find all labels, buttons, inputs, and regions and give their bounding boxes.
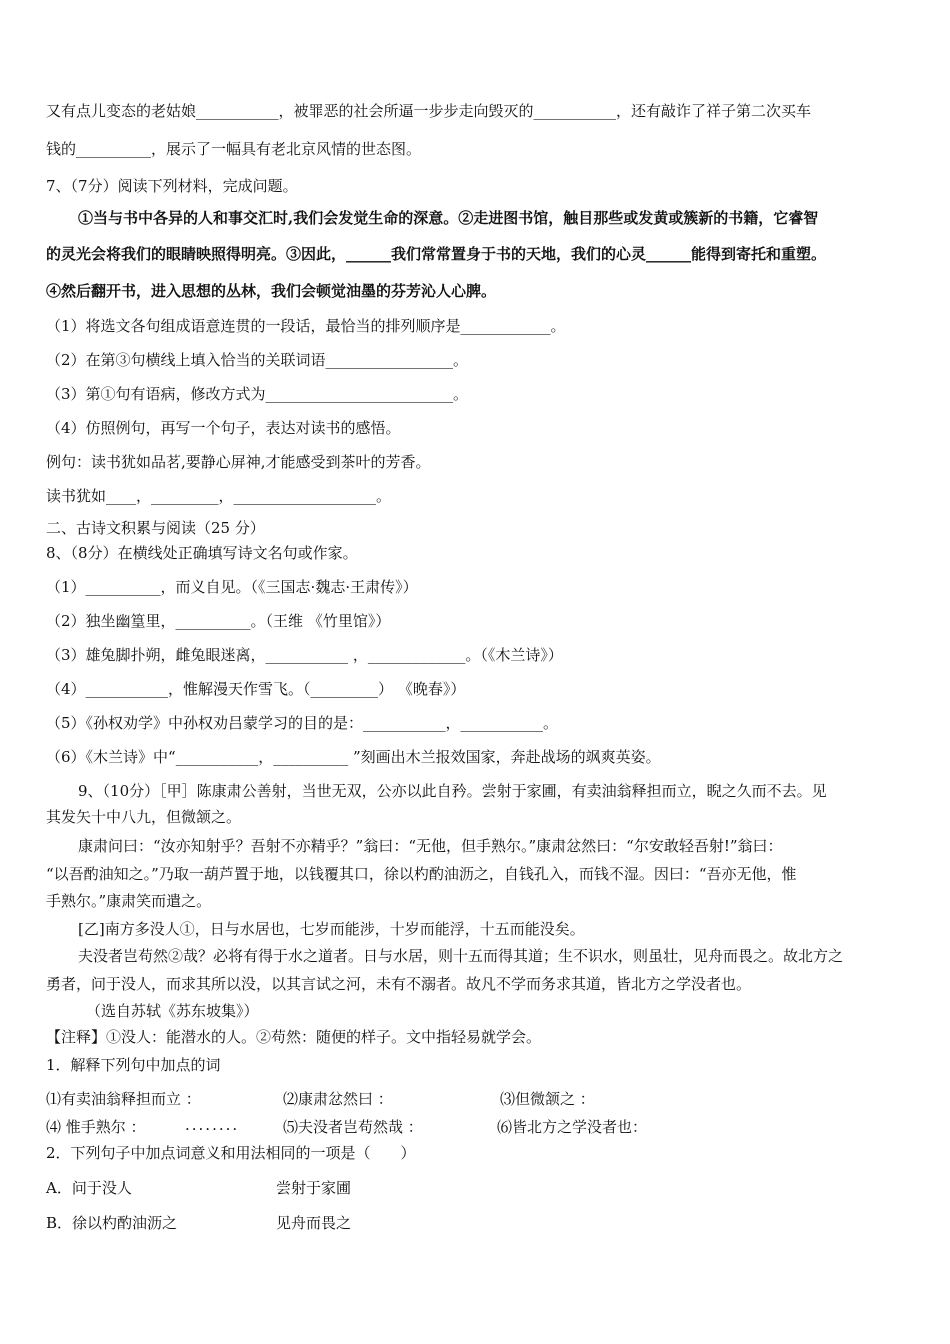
- sub-question-1: 1．解释下列句中加点的词: [46, 1056, 221, 1074]
- fill-item: （2）独坐幽篁里，__________。（王维 《竹里馆》）: [46, 612, 391, 630]
- option-b: B．徐以杓酌油沥之: [46, 1214, 178, 1232]
- passage-jia: 手熟尔。”康肃笑而遣之。: [46, 892, 212, 910]
- sub-question: （4）仿照例句，再写一个句子，表达对读书的感悟。: [46, 419, 401, 437]
- vocab-item: ⑵康肃忿然曰 ：: [283, 1090, 393, 1108]
- passage-line: ①当与书中各异的人和事交汇时,我们会发觉生命的深意。②走进图书馆，触目那些或发黄或簇新的书籍，它睿智: [78, 209, 819, 227]
- emphasis-dots: ........: [185, 1116, 240, 1134]
- sub-question-2: 2．下列句子中加点词意义和用法相同的一项是（ ）: [46, 1144, 416, 1162]
- fill-item: （1）__________，而义自见。（《三国志·魏志·王肃传》）: [46, 578, 418, 596]
- passage-yi: [乙]南方多没人①，日与水居也，七岁而能涉，十岁而能浮，十五而能没矣。: [78, 920, 585, 938]
- passage-jia: 康肃问曰：“汝亦知射乎？吾射不亦精乎？”翁曰：“无他，但手熟尔。”康肃忿然曰：“尔安敢轻吾射!”翁曰：: [78, 837, 783, 855]
- text-line: 又有点儿变态的老姑娘___________，被罪恶的社会所逼一步步走向毁灭的___________，还有敲诈了祥子第二次买车: [46, 102, 812, 120]
- vocab-item: ⑹皆北方之学没者也：: [497, 1118, 648, 1136]
- passage-jia: 其发矢十中八九，但微颔之。: [46, 808, 242, 826]
- passage-line: 的灵光会将我们的眼睛映照得明亮。③因此，______我们常常置身于书的天地，我们的心灵______能得到寄托和重塑。: [46, 245, 827, 263]
- sub-question: （3）第①句有语病，修改方式为_________________________。: [46, 385, 469, 403]
- passage-yi: 勇者，问于没人，而求其所以没，以其言试之河，未有不溺者。故凡不学而务求其道，皆北方之学没者也。: [46, 975, 752, 993]
- option-a-pair: 尝射于家圃: [276, 1179, 352, 1197]
- question-7-heading: 7、（7分）阅读下列材料，完成问题。: [46, 177, 298, 195]
- option-b-pair: 见舟而畏之: [276, 1214, 352, 1232]
- vocab-item: ⑶但微颔之 ：: [500, 1090, 595, 1108]
- vocab-item: ⑴有卖油翁释担而立 ：: [46, 1090, 201, 1108]
- section-heading: 二、古诗文积累与阅读（25 分）: [46, 519, 265, 537]
- vocab-item: ⑸夫没者岂苟然哉 ：: [283, 1118, 423, 1136]
- source-note: （选自苏轼《苏东坡集》）: [86, 1002, 259, 1020]
- vocab-item: ⑷ 惟手熟尔 ：: [46, 1118, 146, 1136]
- passage-yi: 夫没者岂苟然②哉？必将有得于水之道者。日与水居，则十五而得其道；生不识水，则虽壮，见舟而畏之。故北方之: [78, 947, 844, 965]
- option-a: A．问于没人: [46, 1179, 132, 1197]
- fill-item: （3）雄兔脚扑朔，雌兔眼迷离，___________ ，_____________。（《木兰诗》）: [46, 646, 563, 664]
- annotation: 【注释】①没人：能潜水的人。②苟然：随便的样子。文中指轻易就学会。: [46, 1028, 542, 1046]
- example-sentence: 例句：读书犹如品茗,要静心屏神,才能感受到茶叶的芳香。: [46, 453, 431, 471]
- answer-line: 读书犹如____，_________，___________________。: [46, 487, 392, 505]
- passage-jia: “以吾酌油知之。”乃取一葫芦置于地，以钱覆其口，徐以杓酌油沥之，自钱孔入，而钱不湿。因曰：“吾亦无他，惟: [46, 865, 797, 883]
- question-8-heading: 8、（8分）在横线处正确填写诗文名句或作家。: [46, 544, 358, 562]
- fill-item: （5）《孙权劝学》中孙权劝吕蒙学习的目的是：___________，___________。: [46, 714, 559, 732]
- sub-question: （2）在第③句横线上填入恰当的关联词语_________________。: [46, 351, 469, 369]
- sub-question: （1）将选文各句组成语意连贯的一段话，最恰当的排列顺序是____________。: [46, 317, 566, 335]
- passage-line: ④然后翻开书，进入思想的丛林，我们会顿觉油墨的芬芳沁人心脾。: [46, 282, 497, 300]
- passage-jia: 9、（10分）［甲］陈康肃公善射，当世无双，公亦以此自矜。尝射于家圃，有卖油翁释担而立，睨之久而不去。见: [78, 782, 827, 800]
- text-line: 钱的__________，展示了一幅具有老北京风情的世态图。: [46, 140, 422, 158]
- fill-item: （4）___________，惟解漫天作雪飞。（_________） 《晚春》）: [46, 680, 466, 698]
- fill-item: （6）《木兰诗》中“___________，__________ ”刻画出木兰报效国家，奔赴战场的飒爽英姿。: [46, 748, 661, 766]
